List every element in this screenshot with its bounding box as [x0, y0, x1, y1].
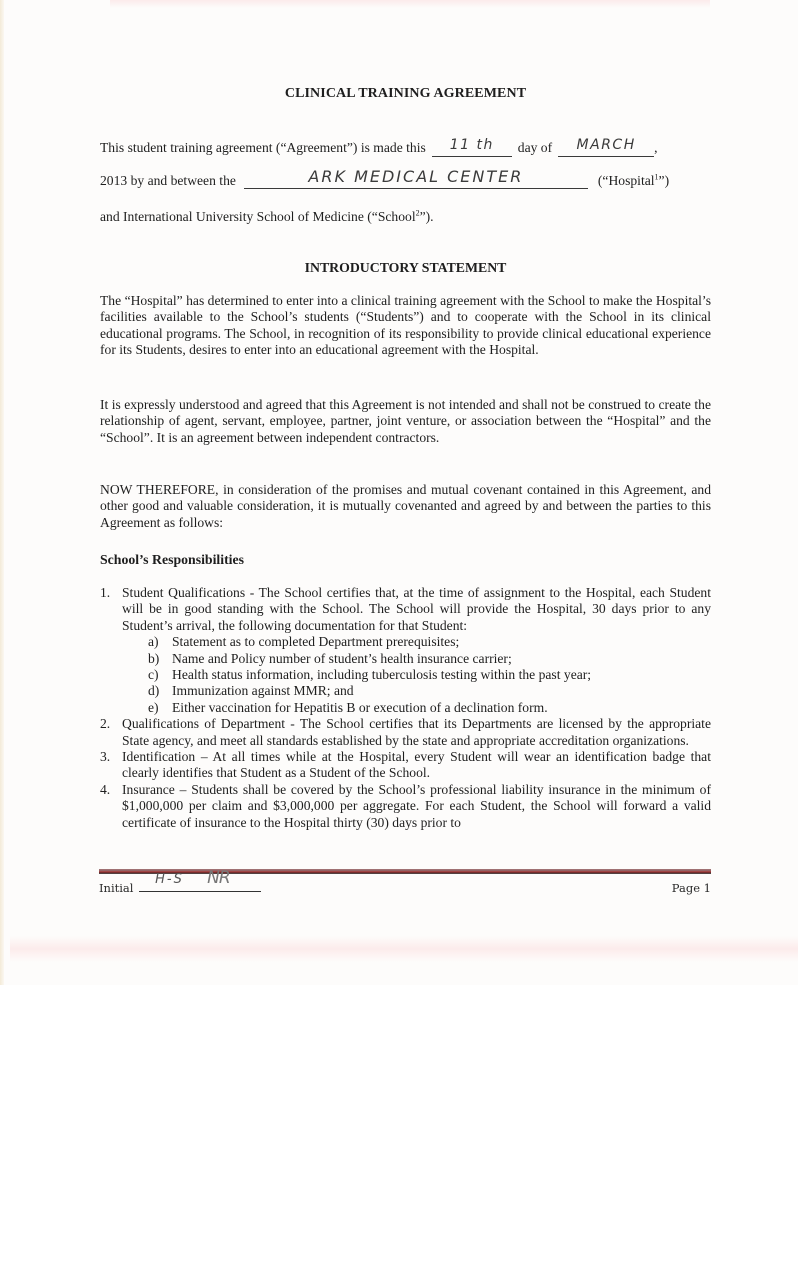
sub-item-letter: c): [148, 667, 159, 683]
page-number: Page 1: [671, 881, 711, 895]
scan-artifact-top: [110, 0, 710, 8]
sub-item-letter: b): [148, 650, 160, 666]
list-item: [100, 782, 711, 831]
school-label-open: and International University School of Medicine (“School: [100, 209, 416, 224]
scan-edge-shadow: [0, 0, 4, 985]
intro-paragraph-3: NOW THEREFORE, in consideration of the promises and mutual covenant contained in this Agreement, and other good and valuable consideration, it is mutually covenanted and agreed by and between the parties to this Agreement as follows:: [100, 482, 711, 530]
sub-item-text: Statement as to completed Department prerequisites;: [172, 634, 460, 650]
month-field[interactable]: [558, 137, 654, 157]
preamble-text: ,: [654, 140, 658, 155]
item-number: 1.: [100, 585, 111, 600]
list-item: [100, 716, 711, 749]
intro-heading: INTRODUCTORY STATEMENT: [304, 260, 507, 275]
preamble-line-1: [100, 137, 711, 156]
hospital-handwritten-value: ARK MEDICAL CENTER: [308, 167, 524, 186]
sub-list-item: [148, 634, 711, 650]
item-text: Qualifications of Department - The School certifies that its Departments are licensed by the appropriate State agency, and meet all standards established by the state and appropriate accreditation organizations.: [122, 716, 711, 748]
list-item: [100, 585, 711, 716]
preamble-text: day of: [517, 140, 553, 155]
school-label-close: ”).: [419, 209, 434, 224]
intro-paragraph-1: The “Hospital” has determined to enter into a clinical training agreement with the School to make the Hospital’s facilities available to the School’s students (“Students”) and to cooperate with the School in its clinical educational programs. The School, in recognition of its responsibility to provide clinical educational experience for its Students, desires to enter into an educational agreement with the Hospital.: [100, 293, 711, 358]
preamble-line-2: [100, 167, 711, 188]
item-number: 3.: [100, 749, 111, 765]
initial-label: Initial: [99, 881, 134, 895]
section-heading: School’s Responsibilities: [100, 552, 244, 567]
hospital-label-open: (“Hospital: [597, 173, 655, 188]
sub-list-item: [148, 683, 711, 699]
responsibilities-list: [100, 585, 711, 831]
sub-list: [122, 634, 711, 716]
scan-artifact-band: [10, 936, 798, 962]
sub-item-text: Name and Policy number of student’s health insurance carrier;: [172, 650, 512, 666]
initial-block: [99, 868, 261, 895]
school-label: [100, 209, 434, 225]
sub-item-text: Immunization against MMR; and: [172, 683, 354, 699]
item-number: 4.: [100, 781, 111, 797]
item-text: Insurance – Students shall be covered by the School’s professional liability insurance in the minimum of $1,000,000 per claim and $3,000,000 per aggregate. For each Student, the School will forward a valid certificate of insurance to the Hospital thirty (30) days prior to: [122, 781, 711, 830]
initial-field[interactable]: [139, 868, 261, 892]
hospital-label: [598, 173, 669, 189]
initial-handwritten-1: H-S: [155, 872, 184, 887]
sub-list-item: [148, 667, 711, 683]
sub-item-letter: e): [148, 699, 159, 715]
sub-item-text: Health status information, including tuberculosis testing within the past year;: [172, 667, 592, 683]
preamble-text: This student training agreement (“Agreement”) is made this: [100, 140, 426, 155]
intro-paragraph-2: It is expressly understood and agreed that this Agreement is not intended and shall not be construed to create the relationship of agent, servant, employee, partner, joint venture, or association between the “Hospital” and the “School”. It is an agreement between independent contractors.: [100, 397, 711, 445]
hospital-label-close: ”): [658, 173, 670, 188]
item-text: Student Qualifications - The School certifies that, at the time of assignment to the Hospital, each Student will be in good standing with the School. The School will provide the Hospital, 30 days prior to any Student’s arrival, the following documentation for that Student:: [122, 585, 711, 633]
list-item: [100, 749, 711, 782]
document-page: [100, 86, 711, 830]
footnote-ref-1: 1: [654, 172, 659, 182]
sub-item-letter: a): [148, 634, 159, 650]
document-title: CLINICAL TRAINING AGREEMENT: [284, 86, 527, 101]
page-footer: [99, 868, 711, 895]
item-number: 2.: [100, 716, 111, 732]
sub-item-letter: d): [148, 683, 160, 699]
footnote-ref-2: 2: [415, 208, 420, 218]
month-handwritten-value: MARCH: [576, 137, 636, 153]
day-field[interactable]: [432, 137, 512, 157]
item-text: Identification – At all times while at the Hospital, every Student will wear an identification badge that clearly identifies that Student as a Student of the School.: [122, 749, 711, 781]
initial-handwritten-2: NR: [207, 868, 230, 888]
sub-item-text: Either vaccination for Hepatitis B or execution of a declination form.: [172, 699, 548, 715]
sub-list-item: [148, 651, 711, 667]
footer-divider: [99, 869, 711, 874]
hospital-name-field[interactable]: [244, 167, 588, 189]
sub-list-item: [148, 700, 711, 716]
day-handwritten-value: 11 th: [449, 137, 494, 153]
preamble-line-3: [100, 209, 711, 225]
preamble-text: 2013 by and between the: [100, 173, 236, 188]
